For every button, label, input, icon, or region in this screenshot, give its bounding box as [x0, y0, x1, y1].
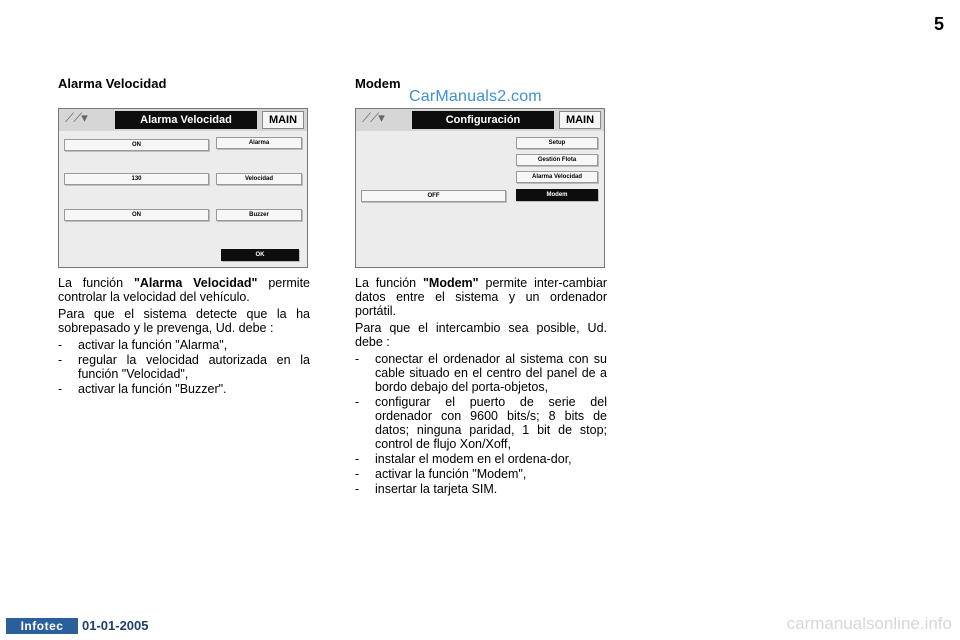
screen-title: Configuración [412, 111, 554, 129]
speed-value-button[interactable]: 130 [64, 173, 209, 185]
list-item: - activar la función "Modem", [355, 467, 527, 481]
alarma-intro: La función "Alarma Velocidad" permite controlar la velocidad del vehículo. [58, 276, 310, 304]
alarma-body [58, 276, 310, 397]
main-button[interactable]: MAIN [262, 111, 304, 129]
list-item: - insertar la tarjeta SIM. [355, 482, 498, 496]
alarma-velocidad-button[interactable]: Alarma Velocidad [516, 171, 598, 183]
screen-title: Alarma Velocidad [115, 111, 257, 129]
velocidad-button[interactable]: Velocidad [216, 173, 302, 185]
vehicle-logo-icon: ⟋⟋▾ [65, 111, 87, 126]
modem-state-button[interactable]: OFF [361, 190, 506, 202]
watermark: CarManuals2.com [409, 88, 542, 105]
modem-intro: La función "Modem" permite inter-cambiar datos entre el sistema y un ordenador portátil. [355, 276, 608, 318]
list-item: - activar la función "Alarma", [58, 338, 228, 352]
vehicle-logo-icon: ⟋⟋▾ [362, 111, 384, 126]
main-button[interactable]: MAIN [559, 111, 601, 129]
screen-header [59, 109, 307, 131]
alarma-button[interactable]: Alarma [216, 137, 302, 149]
modem-button[interactable]: Modem [516, 189, 598, 201]
screen-configuracion [355, 108, 605, 268]
list-item: - configurar el puerto de serie del ordenador con 9600 bits/s; 8 bits de datos; ninguna paridad, 1 bit de stop; control de flujo Xon/Xoff, [355, 395, 607, 451]
screen-header [356, 109, 604, 131]
buzzer-button[interactable]: Buzzer [216, 209, 302, 221]
setup-button[interactable]: Setup [516, 137, 598, 149]
list-item: - instalar el modem en el ordena-dor, [355, 452, 572, 466]
modem-instructions: Para que el intercambio sea posible, Ud. debe : [355, 321, 607, 349]
section-title-modem: Modem [355, 76, 401, 91]
modem-steps [355, 352, 607, 496]
buzzer-state-button[interactable]: ON [64, 209, 209, 221]
list-item: - activar la función "Buzzer". [58, 382, 227, 396]
list-item: - conectar el ordenador al sistema con su cable situado en el centro del panel de a bordo debajo del porta-objetos, [355, 352, 607, 394]
edition-date: 01-01-2005 [82, 618, 149, 633]
alarma-instructions: Para que el sistema detecte que la ha sobrepasado y le prevenga, Ud. debe : [58, 307, 310, 335]
modem-body [355, 276, 607, 497]
page-number: 5 [933, 14, 944, 34]
ok-button[interactable]: OK [221, 249, 299, 261]
gestion-flota-button[interactable]: Gestión Flota [516, 154, 598, 166]
alarma-steps [58, 338, 310, 396]
site-watermark: carmanualsonline.info [786, 614, 952, 633]
screen-alarma-velocidad [58, 108, 308, 268]
list-item: - regular la velocidad autorizada en la función "Velocidad", [58, 353, 310, 381]
infotec-logo: Infotec [6, 618, 78, 634]
alarma-state-button[interactable]: ON [64, 139, 209, 151]
section-title-alarma: Alarma Velocidad [58, 76, 167, 91]
